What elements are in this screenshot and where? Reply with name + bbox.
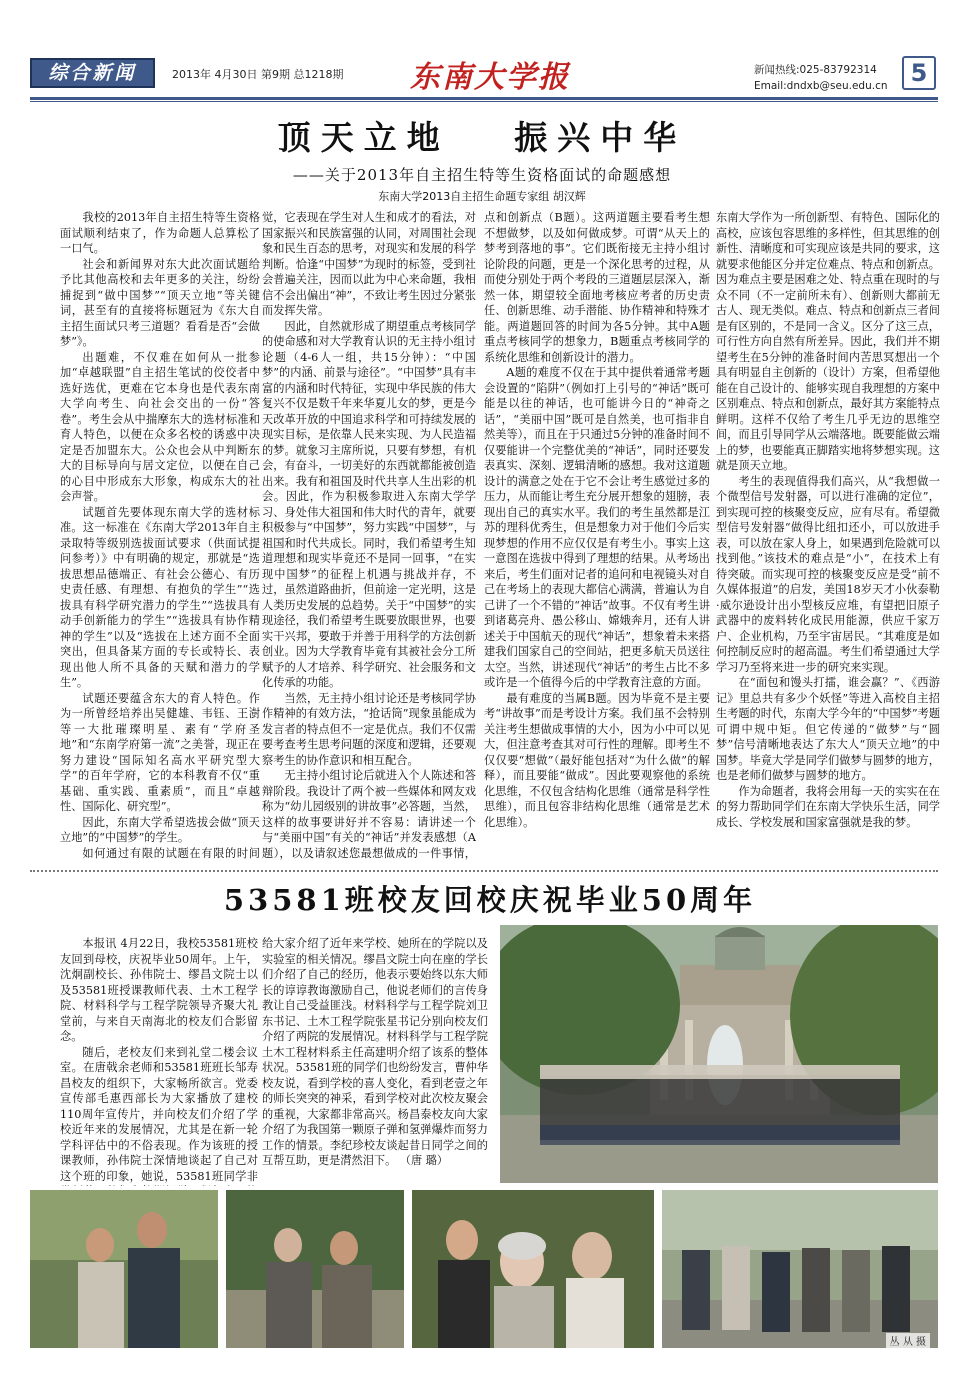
paragraph: 社会和新闻界对东大此次面试题给予比其他高校和去年更多的关注，纷纷捕捉到“做中国梦”“顶天立地”等关键词，甚至有的直接将标题冠为《东大自主招生面试只考三道题？看看是否“会做梦”》。 (60, 257, 260, 348)
issue-info: 2013年 4月30日 第9期 总1218期 (172, 68, 344, 81)
photo-credit: 丛 从 摄 (886, 1333, 930, 1348)
page-header (30, 58, 938, 100)
paragraph: 因此，东南大学希望选拔会做“顶天立地”的“中国梦”的学生。 (60, 815, 260, 844)
article-subtitle: ——关于2013年自主招生特等生资格面试的命题感想 (292, 166, 672, 184)
section-tag: 综合新闻 (30, 58, 155, 88)
paragraph: 点和创新点（B题）。这两道题主要看考生想不想做梦，以及如何做成梦。可谓“从天上的梦考到落地的事”。它们既衔接无主持小组讨论阶段的问题，更是一个深化思考的过程，从而使分别处于两个考段的三道题层层深入，渐然一体，期望较全面地考核应考者的历史责任、创新思维、动手潜能、协作精神和特殊才能。两道题回答的时间为各5分钟。其中A题重点考核同学的想象力，B题重点考核同学的系统化思维和创新设计的潜力。 (484, 211, 710, 364)
paragraph: 本报讯 4月22日，我校53581班校友回到母校，庆祝毕业50周年。上午，沈炯副校长、孙伟院士、缪昌文院士以及53581班授课教师代表、土木工程学院、材料科学与工程学院领导齐聚大礼堂前，与来自天南海北的校友们合影留念。 (60, 937, 258, 1043)
photo-alumni-chat-1 (30, 1190, 218, 1348)
article-column-4 (716, 210, 940, 862)
email-address: Email:dndxb@seu.edu.cn (754, 80, 888, 92)
paragraph: 试题还要蕴含东大的育人特色。作为一所曾经培养出吴健雄、韦钰、王澍等一大批璀璨明星、素有“学府圣地”和“东南学府第一流”之美誉，现正在努力建设“国际知名高水平研究型大学”的百年学府，它的本科教育不仅“重基础、重实践、重素质”，而且“卓越性、国际化、研究型”。 (60, 691, 260, 813)
paragraph: 我校的2013年自主招生特等生资格面试顺利结束了，作为命题人总算松了一口气。 (60, 211, 260, 255)
paragraph: 给大家介绍了近年来学校、她所在的学院以及实验室的相关情况。缪昌文院士向在座的学长们介绍了自己的经历，他表示要始终以东大师长的谆谆教诲激励自己，他说老师们的言传身教让自己受益匪浅。材料科学与工程学院刘卫东书记、土木工程学院张星书记分别向校友们介绍了两院的发展情况。材料科学与工程学院土木工程材料系主任高建明介绍了该系的整体状况。53581班的同学们也纷纷发言，曹仲华校友说，看到学校的喜人变化，看到老壹之年的师长突突的神采，看到学校对此次校友聚会的重视，大家都非常高兴。杨昌泰校友向大家介绍了为我国第一颗原子弹和氢弹爆炸而努力工作的情景。李纪珍校友谈起昔日同学之间的互帮互助，更是潸然泪下。 （唐 璐） (262, 937, 488, 1167)
article2-column-2 (262, 936, 488, 1186)
article-byline: 东南大学2013自主招生命题专家组 胡汉辉 (378, 190, 586, 203)
paragraph: 无主持小组讨论后就进入个人陈述和答辩阶段。我设计了两个被一些媒体和网友戏称为“幼儿园级别的讲故事”必答题，当然，这样的故事要讲好并不容易：请讲述一个与“美丽中国”有关的“神话”并发表感想（A题），以及请叙述您最想做成的一件事情， (262, 769, 476, 860)
photo-alumni-chat-2 (226, 1190, 404, 1348)
paragraph: 出题难，不仅难在如何从一批参加“卓越联盟”自主招生笔试的佼佼者中选好选优，更难在它本身也是代表东南大学向考生、向社会交出的一份“答卷”。考生会从中揣摩东大的选材标准和育人特色，以便在众多名校的诱惑中决定是否加盟东大。公众也会从中判断东大的目标导向与居文定位，以便在自己的心目中形成东大形象，构成东大的社会声誉。 (60, 350, 260, 503)
group-photo (500, 925, 938, 1183)
paragraph: 试题首先要体现东南大学的选材标准。这一标准在《东南大学2013年自主录取特等级别选拔面试要求（供面试提问参考）》中有明确的规定，那就是“选拔思想品德端正、有社会公德心、有历史责任感、有理想、有抱负的学生”“选拔具有科学研究潜力的学生”“选拔具有动手创新能力的学生”“选拔具有协作精神的学生”以及“选拔在上述方面不全面突出，但具备某方面的专长或特长、表现出他人所不具备的天赋和潜力的学生”。 (60, 505, 260, 689)
paragraph: 最有难度的当属B题。因为毕竟不是主要考“讲故事”而是考设计方案。我们虽不会特别关注考生想做成事情的大小，因为小中可以见大，但注意考查其对可行性的理解。即考生不仅仅要“想做”（最好能包括对“为什么做”的解释），而且要能“做成”。因此要观察他的系统化思维，不仅包含结构化思维（通常是科学性思维），而且包容非结构化思维（通常是艺术化思维）。 (484, 691, 710, 829)
article-column-3 (484, 210, 710, 862)
masthead-logo: 东南大学报 (410, 60, 570, 95)
article-column-2 (262, 210, 476, 862)
page-number: 5 (902, 56, 936, 90)
paragraph: 随后，老校友们来到礼堂二楼会议室。在唐戟余老师和53581班班长邹寿昌校友的组织下，大家畅所欲言。党委宣传部毛惠西部长为大家播放了建校110周年宣传片，并向校友们介绍了学校近年来的发展情况，尤其是在新一轮学科评估中的不俗表现。作为该班的授课教师，孙伟院士深情地谈起了自己对这个班的印象，她说，53581班同学非 (60, 1045, 258, 1183)
paragraph: 因此，自然就形成了期望重点考核同学的使命感和对大学教育认识的无主持小组讨论题（4-6人一组，共15分钟）：“中国梦”的内涵、前景与途径”。“中国梦”具有丰富的内涵和时代特征，实现中华民族的伟大复兴不仅是数千年来华夏儿女的梦，更是今天改革开放的中国追求科学和可持续发展的现实目标，是依靠人民来实现、为人民造福的梦。就象习主席所说，只要有梦想，有机会，有奋斗，一切美好的东西就都能被创造出来。我有和祖国及时代共享人生出彩的机会。因此，作为积极参取进入东南大学学习、身处伟大祖国和伟大时代的青年，就要积极参与“中国梦”，努力实践“中国梦”，与祖国和时代共成长。同时，我们希望考生知道理想和现实毕竟还不是同一回事，“在实现中国梦”的征程上机遇与挑战并存，不过，虽然道路曲折，但前途一定光明，这是人类历史发展的总趋势。关于“中国梦”的实现途径，我们希望考生既要放眼世界，也要实干兴邦，要敢于并善于用科学的方法创新创业。因为大学教育毕竟有其被社会分工所赋予的人才培养、科学研究、社会服务和文化传承的功能。 (262, 319, 476, 689)
paragraph: 东南大学作为一所创新型、有特色、国际化的高校，应该包容思维的多样性，但其思维的创新性、清晰度和可实现应该是共同的要求，这就要求他能区分并定位难点、特点和创新点。因为难点主要是困难之处、特点重在现时的与众不同（不一定前所未有）、创新则大都前无古人、现无类似。难点、特点和创新点三者间是有区别的，不是同一含义。区分了这三点，可行性方向自然有所差异。因此，我们并不期望考生在5分钟的准备时间内苦思冥想出一个具有明显自主创新的（设计）方案，但希望他能在自己设计的、能够实现自我理想的方案中区别难点、特点和创新点，最好其方案能特点鲜明。这样不仅给了考生几乎无边的思维空间，而且引导同学从云端落地。既要能做云端上的梦，也要能真正脚踏实地将梦想实现。这就是顶天立地。 (716, 211, 940, 472)
article-headline: 顶天立地 振兴中华 (277, 118, 687, 157)
photo-alumni-group-4 (662, 1190, 938, 1348)
article2-column-1 (60, 936, 258, 1186)
contact-info (754, 62, 888, 94)
paragraph: A题的难度不仅在于其中提供着通常考题会设置的“陷阱”（例如打上引号的“神话”既可能是以往的神话，也可能讲今日的“神奇之话”，“美丽中国”既可是自然美，也可指非自然美等），而且在于只通过5分钟的准备时间不仅要能讲一个完整优美的“神话”，同时还要发表真实、深刻、逻辑清晰的感想。我对这道题设计的满意之处在于它不会让考生感觉过多的压力，从而能让考生充分展开想象的翅膀，表现出自己的真实水平。我们的考生虽然都是江苏的理科优秀生，但是想象力对于他们今后实现梦想的作用不应仅仅是有考生小。事实上这一意图在选拔中得到了理想的结果。从考场出来后，考生们面对记者的追问和电视镜头对自己在考场上的表现大都信心满满，普遍认为自己讲了一个不错的“神话”故事。不仅有考生讲到诸葛亮舟、愚公移山、嫦娥奔月，还有人讲述关于中国航天的现代“神话”，想象着未来搭建我们国家自己的空间站，把更多航天员送往太空。当然，讲述现代“神话”的考生占比不多或许是一个值得今后的中学教育注意的方面。 (484, 366, 710, 689)
news-hotline: 新闻热线:025-83792314 (754, 64, 877, 76)
section-divider (30, 870, 938, 872)
paragraph: 觉，它表现在学生对人生和成才的看法，对国家振兴和民族富强的认同，对周围社会现象和民生百态的思考，对现实和发展的科学判断。恰逢“中国梦”为现时的标签，受到社会普遍关注，因而以此为中心来命题，我相信不会出偏出“神”，不致让考生因过分紧张而发挥失常。 (262, 211, 476, 317)
article2-headline: 53581班校友回校庆祝毕业50周年 (223, 883, 757, 917)
paragraph: 当然，无主持小组讨论还是考核同学协作精神的有效方法，“抢话筒”现象虽能成为发言者的特点但不一定是优点。我们不仅需要考查考生思考问题的深度和逻辑，还要观察考生的协作意识和相互配合。 (262, 691, 476, 767)
paragraph: 在“面包和馒头打擂，谁会赢？”、《西游记》里总共有多少个妖怪”等进入高校自主招生考题的时代，东南大学今年的“中国梦”考题可谓中规中矩。但它传递的“做梦”与“圆梦”信号清晰地表达了东大人“顶天立地”的中国梦。毕竟大学是同学们做梦与圆梦的地方，也是老师们做梦与圆梦的地方。 (716, 676, 940, 782)
paragraph: 考生的表现值得我们高兴，从“我想做一个微型信号发射器，可以进行准确的定位”，到实现可控的核聚变反应，应有尽有。希望微型信号发射器“做得比纽扣还小，可以放进手表，可以放在家人身上，如果遇到危险就可以找到他。”该技术的难点是“小”，在技术上有待突破。而实现可控的核聚变反应是受“前不久媒体报道”的启发，美国18岁天才小伙泰勒·威尔逊设计出小型核反应堆，有望把旧原子武器中的废料转化成民用能源，供应千家万户、企业机构，乃至宇宙居民。“其难度是如何控制反应时的超高温。考生们希望通过大学学习乃至将来进一步的研究来实现。 (716, 474, 940, 674)
photo-alumni-chat-3 (412, 1190, 654, 1348)
article-column-1 (60, 210, 260, 862)
header-rule-thin (30, 101, 938, 102)
header-rule (30, 97, 938, 100)
paragraph: 作为命题者，我将会用每一天的实实在在的努力帮助同学们在东南大学快乐生活，同学成长、学校发展和国家富强就是我的梦。 (716, 784, 940, 829)
paragraph: 如何通过有限的试题在有限的时间 (82, 846, 260, 860)
